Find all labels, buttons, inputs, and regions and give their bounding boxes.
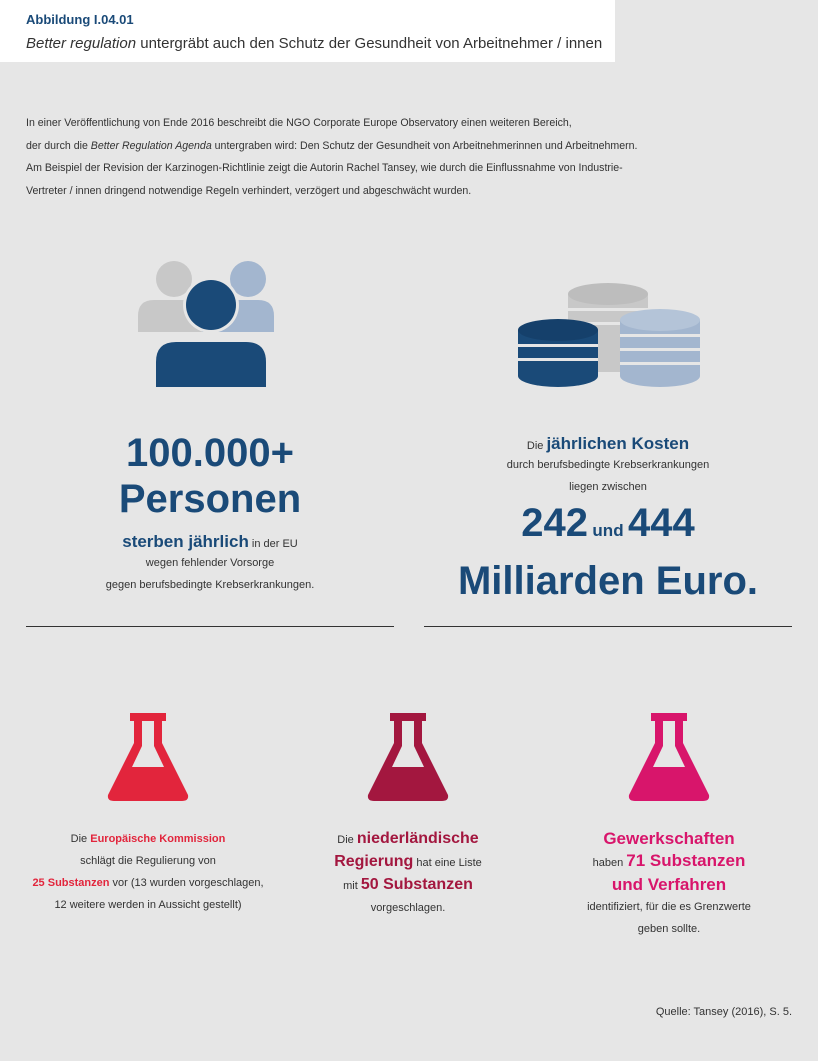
deaths-line-2: wegen fehlender Vorsorge bbox=[145, 557, 275, 569]
commission-die: Die bbox=[70, 833, 91, 845]
netherlands-line-4: vorgeschlagen. bbox=[370, 902, 446, 914]
costs-low: 242 bbox=[521, 501, 588, 545]
unions-haben: haben bbox=[592, 857, 627, 869]
commission-count: 25 Substanzen bbox=[32, 877, 110, 889]
stat-deaths bbox=[26, 430, 394, 596]
deaths-strong: sterben jährlich bbox=[122, 532, 249, 551]
coins-icon bbox=[516, 282, 702, 390]
netherlands-line-3 bbox=[278, 874, 538, 897]
intro-line-2-em: Better Regulation Agenda bbox=[90, 139, 212, 152]
deaths-word: Personen bbox=[118, 477, 302, 521]
figure-header bbox=[0, 0, 615, 62]
commission-line-2: schlägt die Regulierung von bbox=[80, 855, 216, 867]
flask-icon-red bbox=[106, 713, 190, 801]
figure-title-em: Better regulation bbox=[26, 35, 137, 52]
intro-line-2-post: untergraben wird: Den Schutz der Gesundheit von Arbeitnehmerinnen und Arbeitnehmern. bbox=[211, 139, 638, 152]
unions-line-4: identifiziert, für die es Grenzwerte bbox=[587, 901, 751, 913]
deaths-small: in der EU bbox=[248, 538, 298, 550]
figure-label: Abbildung I.04.01 bbox=[26, 12, 134, 27]
person-front-body-fill bbox=[156, 342, 266, 387]
netherlands-name-1: niederländische bbox=[356, 830, 479, 847]
commission-line-3-rest: vor (13 wurden vorgeschlagen, bbox=[109, 877, 264, 889]
coin-stack-light-blue bbox=[620, 309, 700, 387]
costs-unit: Milliarden Euro. bbox=[457, 559, 759, 603]
netherlands-name-2: Regierung bbox=[334, 853, 414, 870]
source-note: Quelle: Tansey (2016), S. 5. bbox=[655, 1006, 792, 1018]
costs-high: 444 bbox=[628, 501, 695, 545]
person-front-head-fill bbox=[186, 280, 236, 330]
intro-line-2 bbox=[26, 135, 786, 158]
netherlands-mit: mit bbox=[343, 880, 361, 892]
netherlands-die: Die bbox=[337, 834, 357, 846]
unions-name: Gewerkschaften bbox=[603, 829, 735, 848]
commission-line-4: 12 weitere werden in Aussicht gestellt) bbox=[54, 899, 242, 911]
commission-line-3 bbox=[18, 872, 278, 894]
actor-netherlands bbox=[278, 828, 538, 919]
costs-line-2: durch berufsbedingte Krebserkrankungen bbox=[506, 459, 710, 471]
commission-line-1 bbox=[18, 828, 278, 850]
unions-line-2 bbox=[539, 850, 799, 874]
coin-stack-navy bbox=[518, 319, 598, 387]
intro-line-2-pre: der durch die bbox=[26, 139, 91, 152]
commission-name: Europäische Kommission bbox=[90, 833, 226, 845]
netherlands-line-2 bbox=[278, 851, 538, 874]
deaths-line-1 bbox=[26, 532, 394, 552]
netherlands-count: 50 Substanzen bbox=[360, 876, 473, 893]
actor-unions bbox=[539, 828, 799, 940]
netherlands-line-1 bbox=[278, 828, 538, 851]
figure-title bbox=[26, 35, 602, 52]
costs-range bbox=[424, 500, 792, 555]
costs-line-1 bbox=[424, 434, 792, 454]
figure-title-rest: untergräbt auch den Schutz der Gesundheit von Arbeitnehmer / innen bbox=[136, 35, 603, 52]
intro-line-4: Vertreter / innen dringend notwendige Regeln verhindert, verzögert und abgeschwächt wurden. bbox=[26, 184, 472, 197]
deaths-number: 100.000+ bbox=[126, 431, 294, 475]
netherlands-line-2-rest: hat eine Liste bbox=[413, 857, 482, 869]
intro-line-3: Am Beispiel der Revision der Karzinogen-Richtlinie zeigt die Autorin Rachel Tansey, wie durch die Einflussnahme von Industrie- bbox=[26, 162, 623, 175]
flask-icon-dark-red bbox=[366, 713, 450, 801]
unions-count-2: und Verfahren bbox=[611, 875, 727, 894]
stat-costs bbox=[424, 434, 792, 607]
divider-right bbox=[424, 626, 792, 627]
costs-die: Die bbox=[526, 440, 547, 452]
costs-line-3: liegen zwischen bbox=[569, 481, 647, 493]
deaths-line-3: gegen berufsbedingte Krebserkrankungen. bbox=[105, 579, 315, 591]
flask-icon-pink bbox=[627, 713, 711, 801]
actor-commission bbox=[18, 828, 278, 916]
divider-left bbox=[26, 626, 394, 627]
unions-count-1: 71 Substanzen bbox=[626, 851, 746, 870]
unions-line-5: geben sollte. bbox=[637, 923, 701, 935]
costs-und: und bbox=[592, 521, 624, 540]
intro-paragraph bbox=[26, 112, 786, 202]
people-icon bbox=[136, 258, 276, 388]
intro-line-1: In einer Veröffentlichung von Ende 2016 beschreibt die NGO Corporate Europe Observatory einen weiteren Bereich, bbox=[26, 117, 572, 129]
costs-strong: jährlichen Kosten bbox=[546, 434, 690, 453]
